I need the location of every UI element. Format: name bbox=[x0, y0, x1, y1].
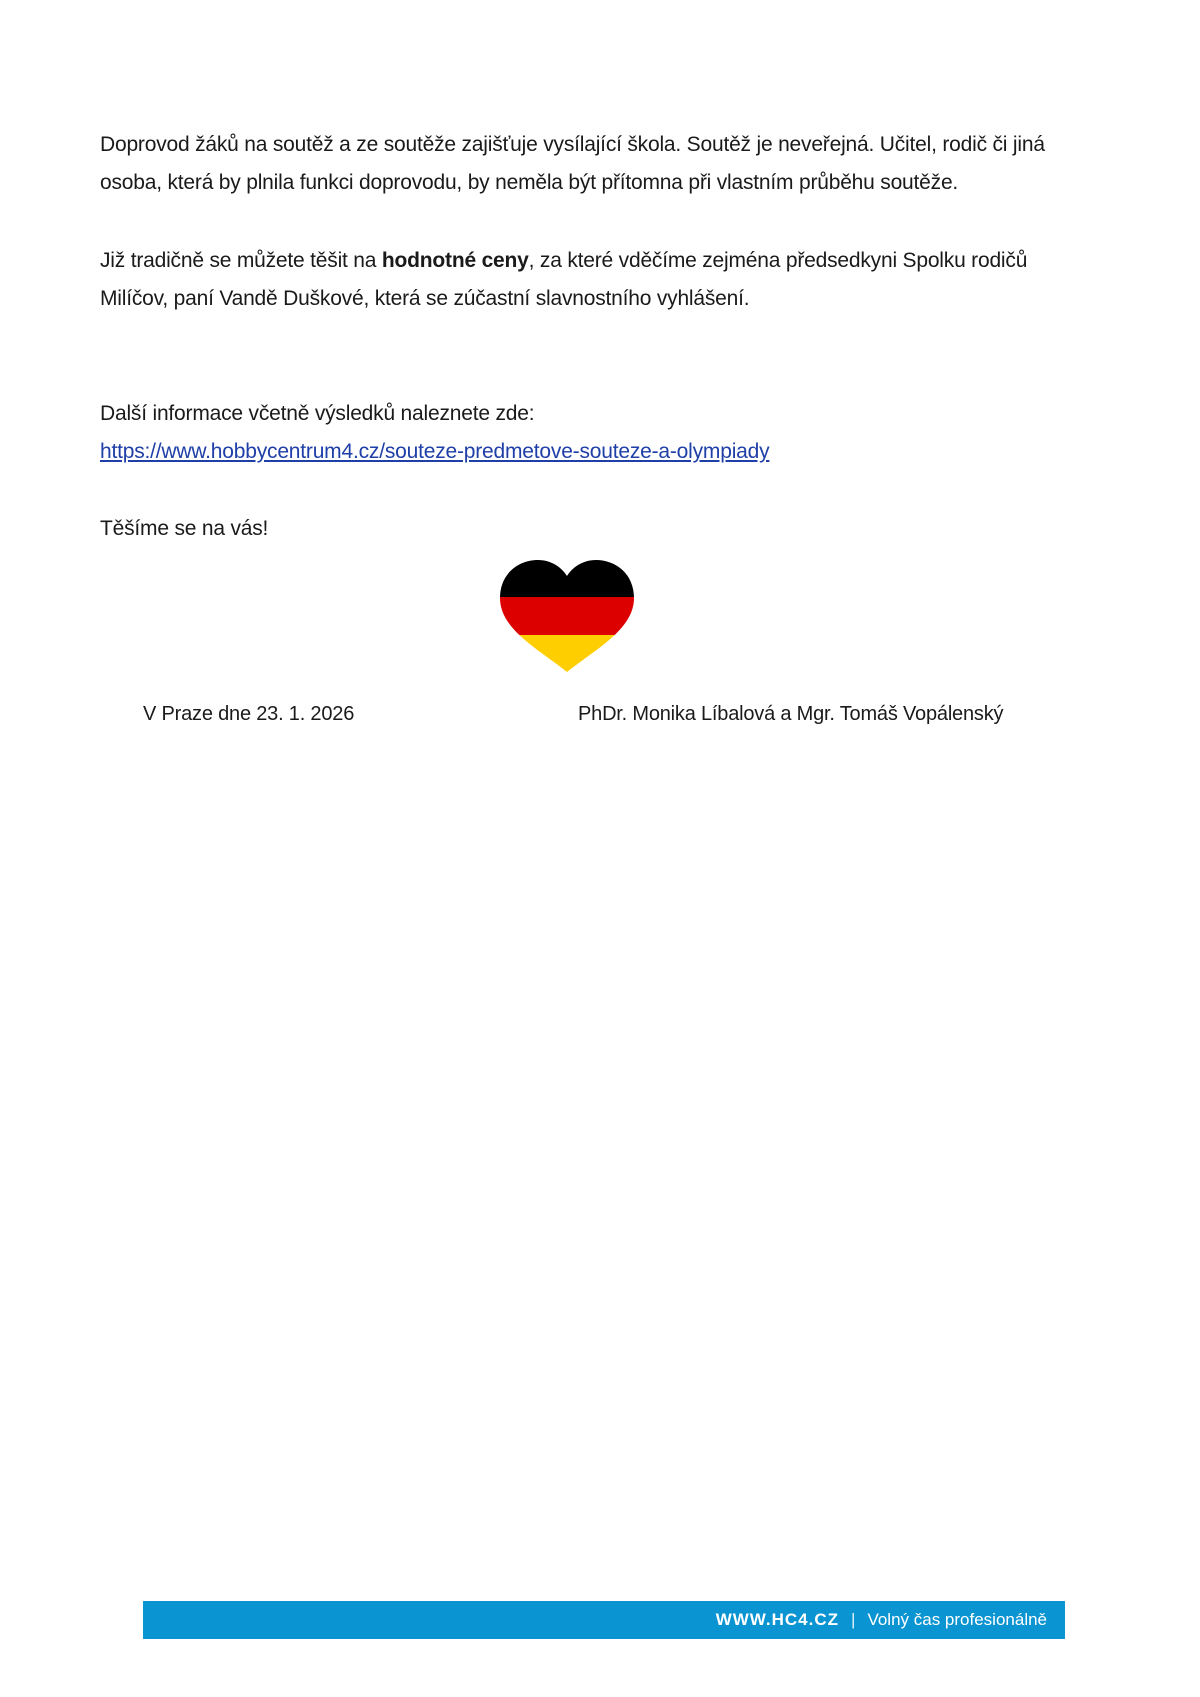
signature-authors: PhDr. Monika Líbalová a Mgr. Tomáš Vopálenský bbox=[578, 703, 1004, 725]
prizes-text-end: , za které vděčíme zejména předsedkyni Spolku rodičů Milíčov, paní Vandě Duškové, která se zúčastní slavnostního vyhlášení. bbox=[100, 249, 1028, 310]
signature-date: V Praze dne 23. 1. 2026 bbox=[143, 703, 355, 725]
prizes-text-start: Již tradičně se můžete těšit na bbox=[100, 249, 382, 272]
prizes-paragraph bbox=[100, 242, 1090, 318]
footer-bar bbox=[143, 1601, 1065, 1639]
footer-content bbox=[716, 1601, 1047, 1639]
german-flag-heart-icon bbox=[500, 560, 634, 672]
heart-stripe-red bbox=[500, 597, 634, 635]
signature-row bbox=[0, 698, 1200, 730]
heart-stripe-black bbox=[500, 560, 634, 597]
info-paragraph bbox=[100, 395, 1090, 471]
footer-website: WWW.HC4.CZ bbox=[715, 1610, 840, 1629]
heart-stripe-gold bbox=[500, 635, 634, 672]
closing-greeting: Těšíme se na vás! bbox=[100, 517, 269, 540]
results-link[interactable]: https://www.hobbycentrum4.cz/souteze-predmetove-souteze-a-olympiady bbox=[100, 440, 770, 463]
escort-paragraph: Doprovod žáků na soutěž a ze soutěže zajišťuje vysílající škola. Soutěž je neveřejná. Učitel, rodič či jiná osoba, která by plnila funkci doprovodu, by neměla být přítomna při vlastním průběhu soutěže. bbox=[100, 133, 1045, 194]
info-label: Další informace včetně výsledků naleznete zde: bbox=[100, 402, 535, 425]
footer-separator: | bbox=[851, 1610, 856, 1629]
footer-slogan: Volný čas profesionálně bbox=[867, 1610, 1047, 1629]
prizes-bold-text: hodnotné ceny bbox=[381, 249, 529, 272]
